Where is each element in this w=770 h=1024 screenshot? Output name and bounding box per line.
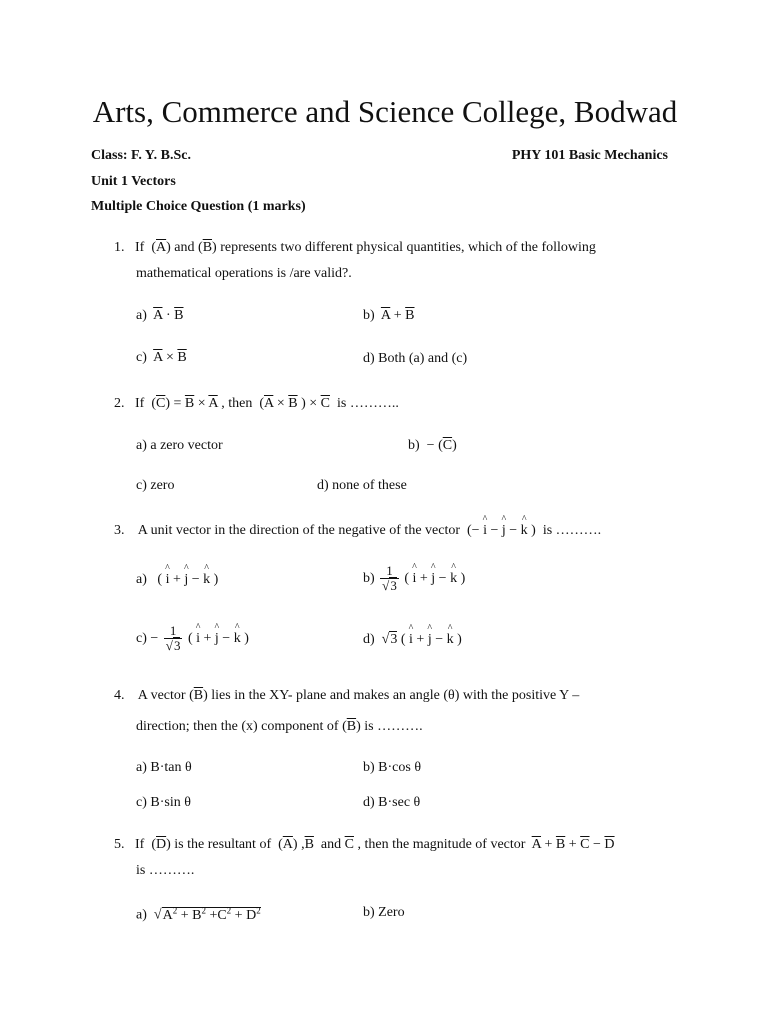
question-text: direction; then the (x) component of bbox=[136, 719, 339, 734]
question-text: is the resultant of bbox=[174, 837, 272, 852]
math-expression: $(\overline{B})$ bbox=[342, 719, 361, 734]
option-4b: b) B·cos θ bbox=[363, 760, 422, 775]
option-5a bbox=[136, 905, 261, 924]
question-3 bbox=[114, 523, 601, 539]
math-expression: ( ^ i + ^ j − ^ k ) bbox=[188, 631, 249, 646]
question-5: 5. If $(\overline{D})$ is the resultant of $(\overline{A})$ $,\overline{B}$ and $\overline{C}$ , then the magnitude of vector $\overline{A} + \overline{B} + \overline{C} - \overline{D}$ bbox=[114, 837, 615, 852]
question-5-line2: is ………. bbox=[136, 863, 195, 878]
math-expression: ( ^ i + ^ j − ^ k ) bbox=[404, 571, 465, 586]
question-text: A unit vector in the direction of the negative of the vector bbox=[137, 523, 461, 538]
math-expression: $\overline{A} \cdot \overline{B}$ bbox=[153, 308, 184, 323]
question-tail: is ………. bbox=[364, 719, 423, 734]
option-label: a) bbox=[136, 308, 147, 323]
math-expression: $(\overline{B})$ bbox=[189, 688, 208, 703]
math-expression: $(\overline{D})$ bbox=[151, 837, 171, 852]
math-expression: ( ^ i + ^ j − ^ k ) bbox=[157, 572, 218, 587]
college-title: Arts, Commerce and Science College, Bodwad bbox=[92, 94, 678, 129]
question-4-line2 bbox=[136, 719, 423, 735]
question-tail: is ………. bbox=[542, 523, 602, 538]
question-text: with the positive Y – bbox=[462, 688, 580, 703]
option-2c: c) zero bbox=[136, 478, 175, 493]
math-expression: $\overline{A} + \overline{B} + \overline{C} - \overline{D}$ bbox=[531, 837, 615, 852]
option-4c: c) B·sin θ bbox=[136, 795, 191, 810]
math-expression: $\overline{A} + \overline{B}$ bbox=[380, 308, 415, 323]
fraction: $\frac{1}{√3}$ bbox=[382, 563, 397, 594]
math-expression: − $(\overline{C})$ bbox=[426, 438, 457, 453]
question-4 bbox=[114, 688, 579, 704]
math-expression: √3 ( ^ i + ^ j − ^ k ) bbox=[382, 632, 462, 647]
course-label: PHY 101 Basic Mechanics bbox=[511, 148, 668, 163]
question-number: 2. bbox=[114, 396, 125, 411]
option-label: c) bbox=[136, 631, 147, 647]
option-3c: c) − $\frac{1}{√3}$ ( ^ i + ^ j − ^ k ) bbox=[136, 624, 249, 654]
question-number: 1. bbox=[114, 240, 125, 255]
math-expression: $(\overline{A})$ bbox=[151, 240, 171, 255]
option-label: b) bbox=[363, 571, 375, 587]
math-expression: (− ^ i − ^ j − ^ k ) bbox=[467, 523, 536, 538]
question-text: , then the magnitude of vector bbox=[357, 837, 526, 852]
question-number: 4. bbox=[114, 688, 125, 703]
question-1: 1. If $(\overline{A})$ and $(\overline{B})$ represents two different physical quantities, which of the following bbox=[114, 240, 596, 255]
math-expression: (θ) bbox=[443, 688, 460, 703]
class-label: Class: F. Y. B.Sc. bbox=[91, 148, 191, 163]
option-label: a) bbox=[136, 907, 147, 923]
option-1d: d) Both (a) and (c) bbox=[363, 351, 468, 366]
question-text: A vector bbox=[137, 688, 186, 703]
question-tail: is ……….. bbox=[336, 396, 399, 411]
option-2b bbox=[408, 438, 457, 454]
math-expression: $√A^2 + B^2 +C^2 + D^2$ bbox=[153, 905, 261, 923]
option-label: a) bbox=[136, 572, 147, 587]
math-expression: $\overline{A} \times \overline{B}$ bbox=[153, 350, 187, 365]
option-label: c) bbox=[136, 350, 147, 365]
option-1c bbox=[136, 350, 187, 366]
option-3a bbox=[136, 572, 218, 588]
option-label: d) bbox=[363, 632, 375, 647]
math-expression: $(\overline{B})$ bbox=[198, 240, 217, 255]
option-4a: a) B·tan θ bbox=[136, 760, 192, 775]
math-expression: $(\overline{A})$ $,\overline{B}$ and $\overline{C}$ bbox=[278, 837, 354, 852]
question-2: 2. If $(\overline{C}) = \overline{B} \times \overline{A}$ , then ($\overline{A} \times \overline{B}$ ) × $\overline{C}$ is ……….. bbox=[114, 396, 399, 411]
section-label: Multiple Choice Question (1 marks) bbox=[91, 199, 306, 214]
question-text: lies in the XY- plane and makes an angle bbox=[211, 688, 440, 703]
fraction: $\frac{1}{√3}$ bbox=[165, 623, 181, 654]
option-label: b) bbox=[408, 438, 420, 453]
option-2d: d) none of these bbox=[317, 478, 407, 493]
math-expression: $(\overline{C}) = \overline{B} \times \overline{A}$ , then ($\overline{A} \times \overline{B}$ ) × $\overline{C}$ bbox=[151, 396, 330, 411]
question-1-line2: mathematical operations is /are valid?. bbox=[136, 266, 352, 281]
option-label: b) bbox=[363, 308, 375, 323]
question-number: 5. bbox=[114, 837, 125, 852]
option-2a: a) a zero vector bbox=[136, 438, 223, 453]
option-1b bbox=[363, 308, 415, 324]
option-3b bbox=[363, 564, 465, 594]
option-5b: b) Zero bbox=[363, 905, 405, 920]
unit-label: Unit 1 Vectors bbox=[91, 174, 176, 189]
option-3d bbox=[363, 632, 462, 648]
question-text: represents two different physical quantities, which of the following bbox=[220, 240, 596, 255]
option-1a bbox=[136, 308, 183, 324]
question-number: 3. bbox=[114, 523, 125, 538]
option-4d: d) B·sec θ bbox=[363, 795, 421, 810]
